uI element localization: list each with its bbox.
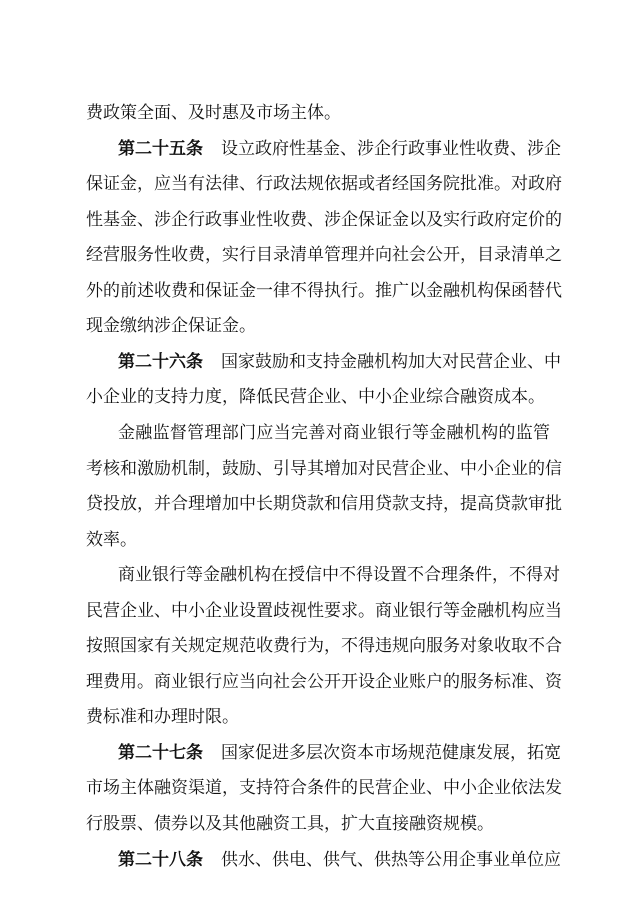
line-text: 保证金，应当有法律、行政法规依据或者经国务院批准。对政府	[86, 174, 562, 194]
line-text: 金融监督管理部门应当完善对商业银行等金融机构的监管	[118, 423, 550, 443]
text-line	[86, 169, 562, 199]
text-line	[86, 205, 562, 235]
line-text: 商业银行等金融机构在授信中不得设置不合理条件，不得对	[118, 565, 560, 585]
text-line	[86, 311, 550, 341]
article-number: 第二十八条	[118, 850, 203, 870]
text-line	[118, 134, 561, 164]
line-text: 费政策全面、及时惠及市场主体。	[86, 103, 341, 123]
line-text: 国家促进多层次资本市场规范健康发展，拓宽	[221, 743, 561, 763]
line-text: 市场主体融资渠道，支持符合条件的民营企业、中小企业依法发	[86, 778, 562, 798]
line-text: 民营企业、中小企业设置歧视性要求。商业银行等金融机构应当	[86, 601, 562, 621]
line-text: 效率。	[86, 530, 137, 550]
line-text: 费标准和办理时限。	[86, 707, 239, 727]
line-text: 现金缴纳涉企保证金。	[86, 316, 256, 336]
text-line	[86, 702, 550, 732]
line-text: 经营服务性收费，实行目录清单管理并向社会公开，目录清单之	[86, 245, 562, 265]
text-line	[118, 738, 561, 768]
text-line	[86, 489, 562, 519]
text-line	[86, 667, 562, 697]
line-text: 设立政府性基金、涉企行政事业性收费、涉企	[221, 139, 561, 159]
text-line	[86, 596, 562, 626]
text-line	[118, 418, 550, 448]
line-text: 贷投放，并合理增加中长期贷款和信用贷款支持，提高贷款审批	[86, 494, 562, 514]
text-line	[118, 560, 560, 590]
text-line	[86, 276, 562, 306]
line-text: 外的前述收费和保证金一律不得执行。推广以金融机构保函替代	[86, 281, 562, 301]
line-text: 考核和激励机制，鼓励、引导其增加对民营企业、中小企业的信	[86, 459, 562, 479]
article-number: 第二十七条	[118, 743, 203, 763]
text-line	[86, 382, 550, 412]
text-line	[86, 631, 562, 661]
line-text: 按照国家有关规定规范收费行为，不得违规向服务对象收取不合	[86, 636, 562, 656]
article-number: 第二十五条	[118, 139, 203, 159]
text-line	[86, 773, 562, 803]
text-line	[118, 347, 561, 377]
article-number: 第二十六条	[118, 352, 203, 372]
text-line	[86, 98, 550, 128]
line-text: 供水、供电、供气、供热等公用企事业单位应	[221, 850, 561, 870]
line-text: 理费用。商业银行应当向社会公开开设企业账户的服务标准、资	[86, 672, 562, 692]
line-text: 行股票、债券以及其他融资工具，扩大直接融资规模。	[86, 814, 494, 834]
line-text: 小企业的支持力度，降低民营企业、中小企业综合融资成本。	[86, 387, 545, 407]
text-line	[86, 454, 562, 484]
line-text: 性基金、涉企行政事业性收费、涉企保证金以及实行政府定价的	[86, 210, 562, 230]
text-line	[86, 525, 550, 555]
text-line	[86, 809, 550, 839]
line-text: 国家鼓励和支持金融机构加大对民营企业、中	[221, 352, 561, 372]
text-line	[118, 845, 561, 875]
text-line	[86, 240, 562, 270]
